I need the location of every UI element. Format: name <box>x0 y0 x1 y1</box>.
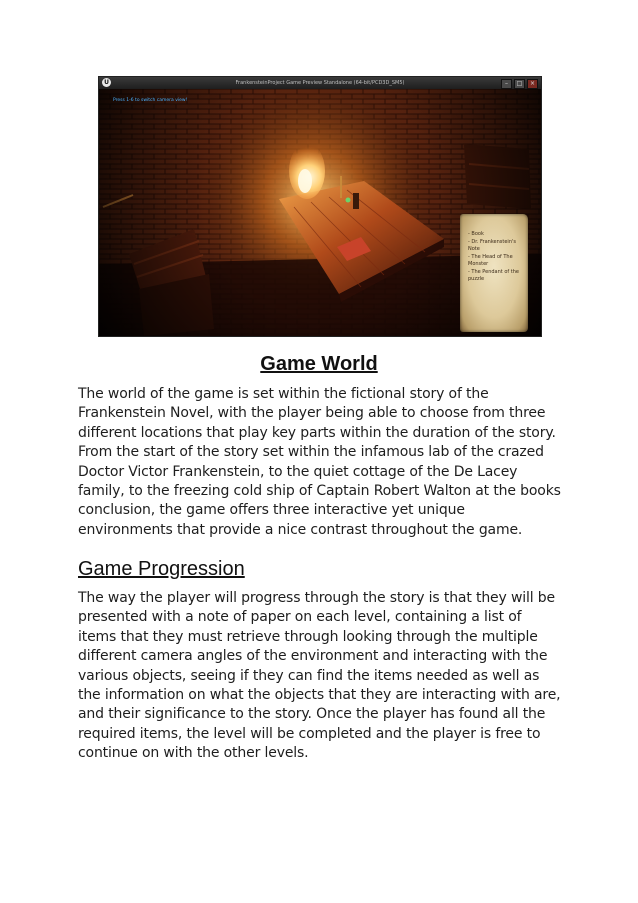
game-world-heading: Game World <box>260 353 378 375</box>
window-titlebar <box>99 77 541 89</box>
maximize-button[interactable]: □ <box>514 79 525 89</box>
game-screenshot <box>98 76 542 337</box>
minimize-button[interactable]: – <box>501 79 512 89</box>
item-checklist-note <box>460 214 528 332</box>
item-checklist <box>460 214 528 283</box>
game-world-paragraph: The world of the game is set within the fictional story of the Frankenstein Novel, with the player being able to choose from three different locations that play key parts within the duration of the story. From the start of the story set within the infamous lab of the crazed Doctor Victor Frankenstein, to the quiet cottage of the De Lacey family, to the freezing cold ship of Captain Robert Walton at the books conclusion, the game offers three interactive yet unique environments that provide a nice contrast throughout the game. <box>78 386 561 538</box>
unreal-engine-icon: U <box>102 78 111 87</box>
checklist-item: - The Pendant of the puzzle <box>468 269 519 282</box>
window-controls <box>501 79 538 89</box>
camera-hint-text: Press 1-6 to switch camera view! <box>113 98 188 103</box>
game-progression-paragraph: The way the player will progress through the story is that they will be presented with a note of paper on each level, containing a list of items that they must retrieve through looking through the multiple different camera angles of the environment and interacting with the various objects, seeing if they can find the items needed as well as the information on what the objects that they are interacting with are, and their significance to the story. Once the player has found all the required items, the level will be completed and the player is free to continue on with the other levels. <box>78 590 561 762</box>
window-title: FrankensteinProject Game Preview Standalone (64-bit/PCD3D_SM5) <box>235 80 405 86</box>
close-button[interactable]: × <box>527 79 538 89</box>
game-progression-heading: Game Progression <box>78 558 245 580</box>
checklist-item: - Book <box>468 231 484 237</box>
checklist-item: - The Head of The Monster <box>468 254 513 267</box>
checklist-item: - Dr. Frankenstein's Note <box>468 239 516 252</box>
